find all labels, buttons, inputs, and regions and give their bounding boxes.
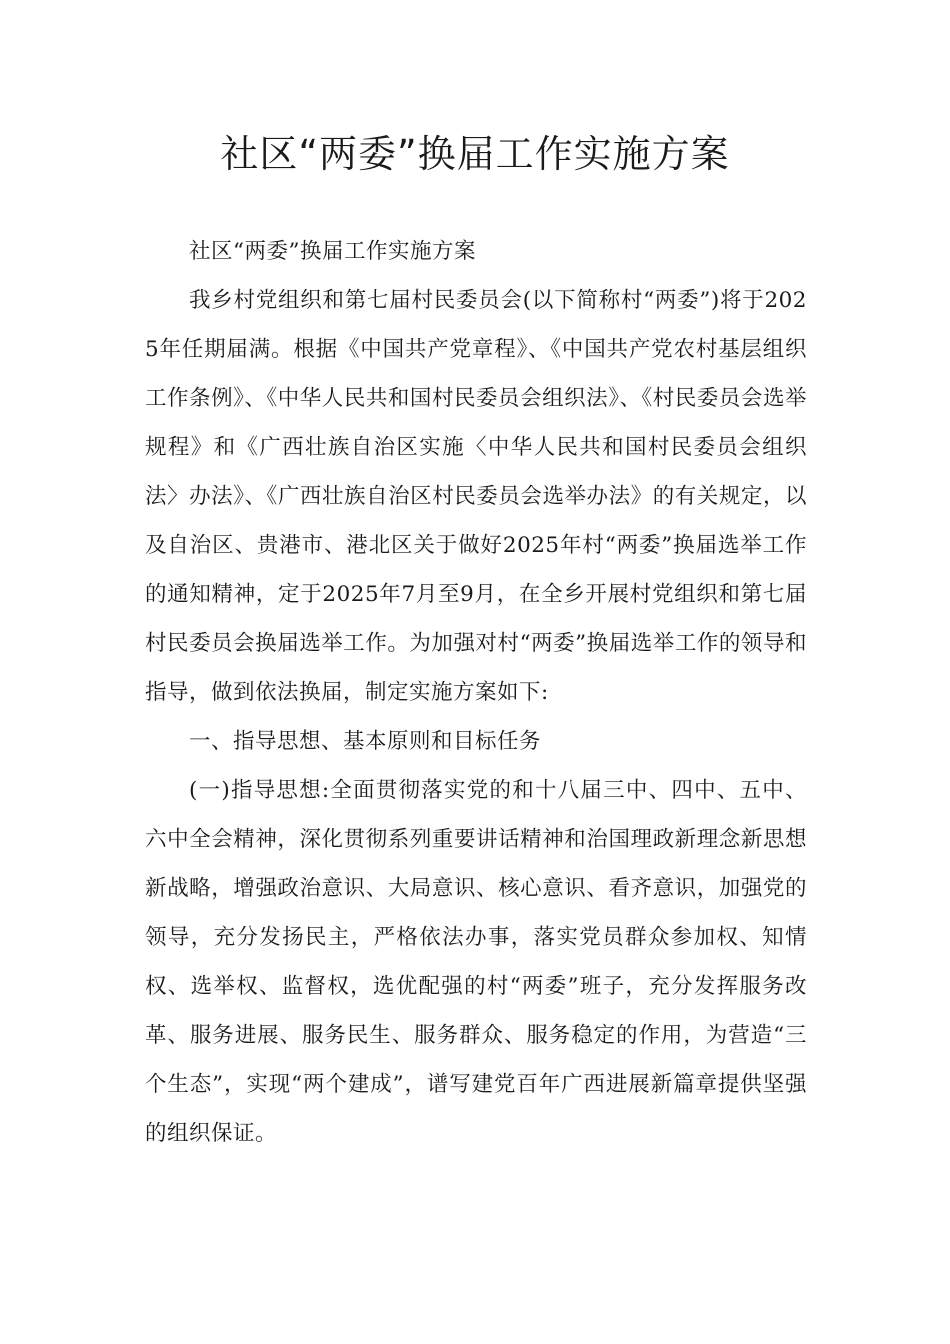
document-body [145, 227, 807, 1158]
paragraph-guiding-thought: (一)指导思想:全面贯彻落实党的和十八届三中、四中、五中、六中全会精神，深化贯彻系列重要讲话精神和治国理政新理念新思想新战略，增强政治意识、大局意识、核心意识、看齐意识，加强党的领导，充分发扬民主，严格依法办事，落实党员群众参加权、知情权、选举权、监督权，选优配强的村“两委”班子，充分发挥服务改革、服务进展、服务民生、服务群众、服务稳定的作用，为营造“三个生态”，实现“两个建成”，谱写建党百年广西进展新篇章提供坚强的组织保证。 [145, 778, 807, 1146]
paragraph-intro: 我乡村党组织和第七届村民委员会(以下简称村“两委”)将于2025年任期届满。根据《中国共产党章程》、《中国共产党农村基层组织工作条例》、《中华人民共和国村民委员会组织法》、《村民委员会选举规程》和《广西壮族自治区实施〈中华人民共和国村民委员会组织法〉办法》、《广西壮族自治区村民委员会选举办法》的有关规定，以及自治区、贵港市、港北区关于做好2025年村“两委”换届选举工作的通知精神，定于2025年7月至9月，在全乡开展村党组织和第七届村民委员会换届选举工作。为加强对村“两委”换届选举工作的领导和指导，做到依法换届，制定实施方案如下: [145, 288, 807, 705]
paragraph-section-heading: 一、指导思想、基本原则和目标任务 [189, 729, 542, 754]
paragraph-subtitle: 社区“两委”换届工作实施方案 [189, 239, 476, 264]
document-title: 社区“两委”换届工作实施方案 [220, 132, 730, 176]
